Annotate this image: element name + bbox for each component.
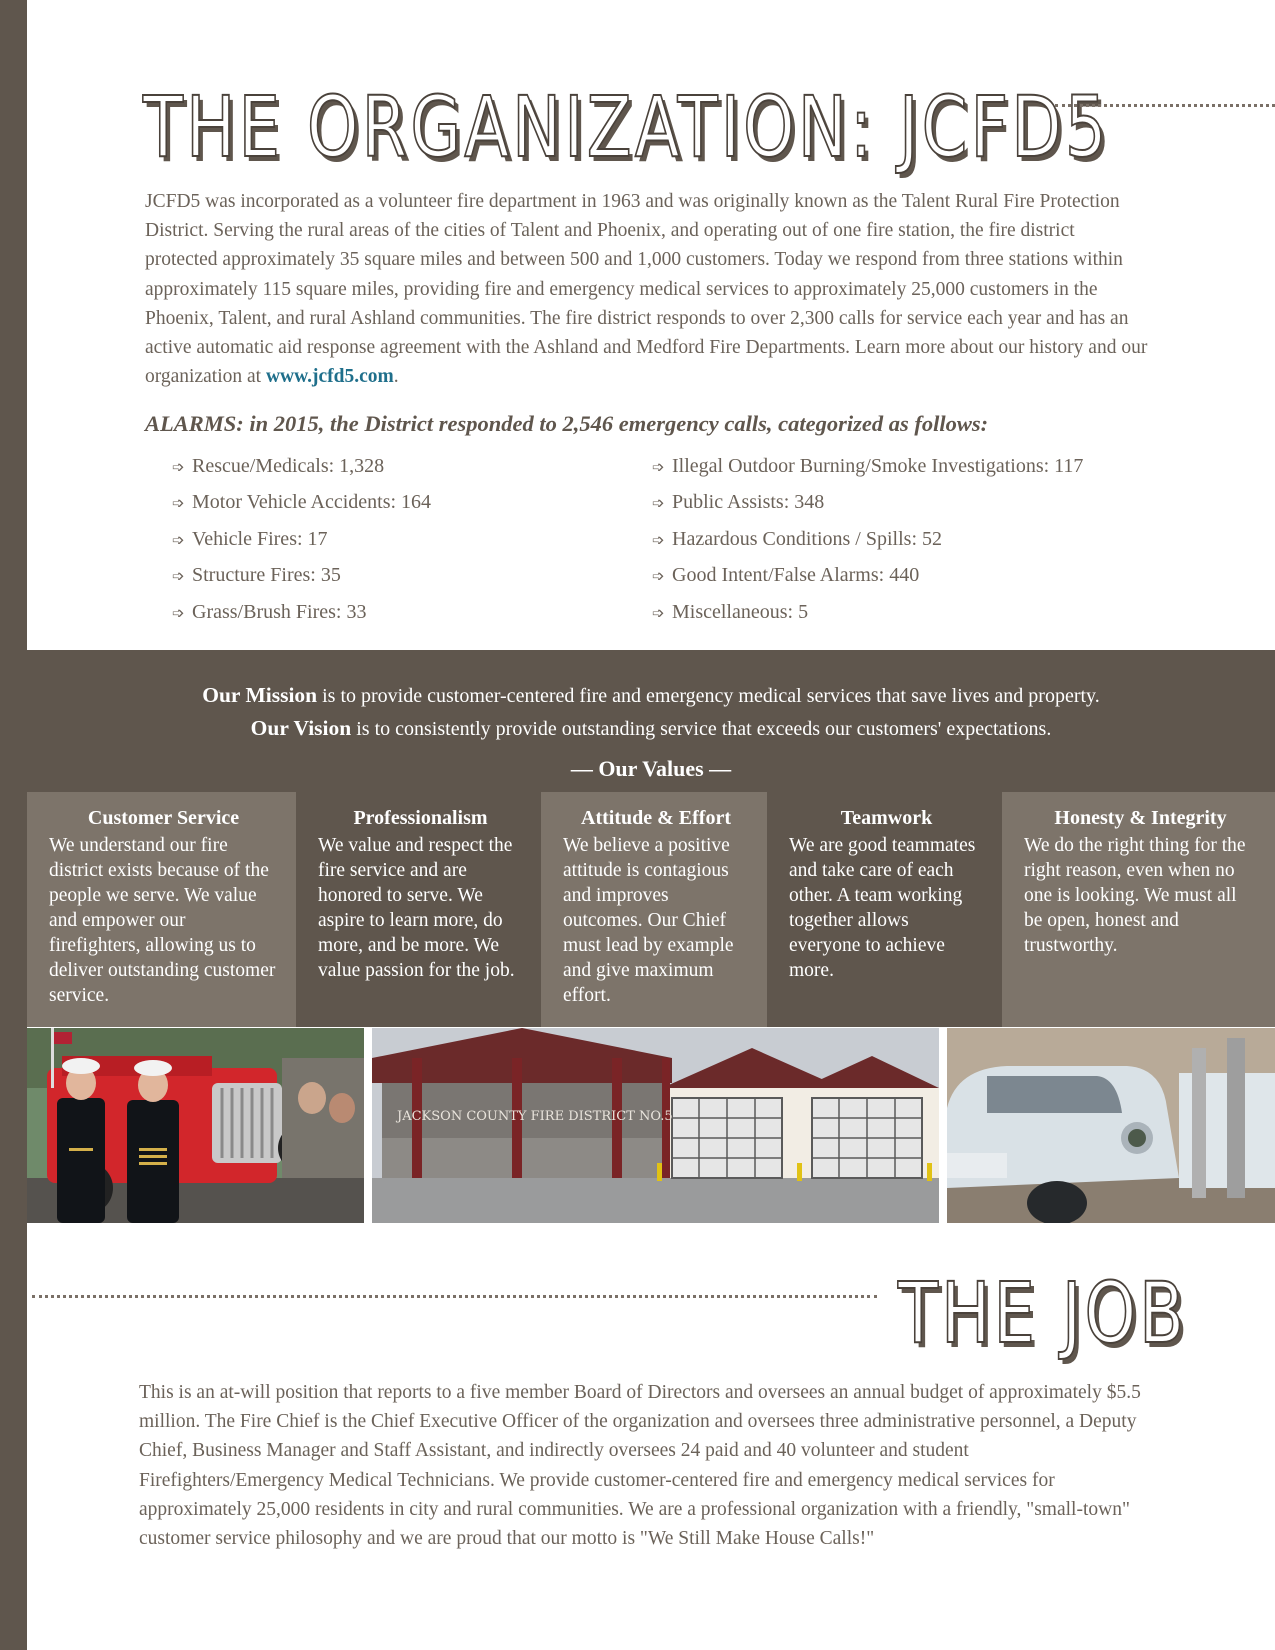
- mission-label: Our Mission: [202, 683, 318, 707]
- vision-statement: [27, 712, 1275, 745]
- value-attitude-effort: [541, 792, 767, 1027]
- arrow-icon: ➩: [172, 494, 185, 513]
- value-title: Professionalism: [353, 807, 488, 829]
- arrow-icon: ➩: [652, 603, 665, 622]
- arrow-icon: ➩: [652, 567, 665, 586]
- arrow-icon: ➩: [172, 458, 185, 476]
- values-heading: — Our Values —: [570, 756, 732, 781]
- value-professionalism: [296, 792, 541, 1027]
- list-item: [172, 485, 431, 521]
- alarm-item: Public Assists: 348: [672, 491, 825, 514]
- value-teamwork: [767, 792, 1002, 1027]
- alarm-item: Good Intent/False Alarms: 440: [672, 564, 920, 587]
- alarm-item: Hazardous Conditions / Spills: 52: [672, 527, 942, 550]
- alarm-item: Motor Vehicle Accidents: 164: [192, 491, 432, 514]
- mission-vision: [27, 679, 1275, 745]
- vintage-truck-image: [947, 1028, 1275, 1223]
- alarm-item: Grass/Brush Fires: 33: [192, 600, 367, 623]
- fire-station-image: [372, 1028, 939, 1223]
- mission-statement: [27, 679, 1275, 712]
- alarms-heading-text: in 2015, the District responded to 2,546 emergency calls, categorized as follows:: [249, 411, 989, 436]
- value-text: We are good teammates and take care of each other. A team working together allows everyone to achieve more.: [789, 835, 976, 981]
- organization-title: THE ORGANIZATION: JCFD5: [143, 78, 1110, 176]
- value-text: We do the right thing for the right reason, even when no one is looking. We must all be open, honest and trustworthy.: [1024, 835, 1246, 956]
- value-title: Teamwork: [840, 807, 933, 829]
- arrow-icon: ➩: [172, 603, 185, 622]
- list-item: [652, 595, 1083, 631]
- photo-fire-station: [372, 1028, 939, 1223]
- vision-label: Our Vision: [250, 716, 352, 740]
- firefighters-engine-image: [27, 1028, 364, 1223]
- photo-firefighters-engine: [27, 1028, 364, 1223]
- alarm-item: Illegal Outdoor Burning/Smoke Investigations: 117: [672, 455, 1084, 477]
- value-text: We value and respect the fire service and are honored to serve. We aspire to learn more, do more, and be more. We value passion for the job.: [318, 835, 515, 981]
- list-item: [172, 595, 431, 631]
- value-title: Attitude & Effort: [581, 807, 731, 829]
- value-text: We believe a positive attitude is contagious and improves outcomes. Our Chief must lead by example and give maximum effort.: [563, 835, 734, 1006]
- intro-text: JCFD5 was incorporated as a volunteer fire department in 1963 and was originally known as the Talent Rural Fire Protection District. Serving the rural areas of the cities of Talent and Phoenix, and operating out of one fire station, the fire district protected approximately 35 square miles and between 500 and 1,000 customers. Today we respond from three stations within approximately 115 square miles, providing fire and emergency medical services to approximately 25,000 customers in the Phoenix, Talent, and rural Ashland communities. The fire district responds to over 2,300 calls for service each year and has an active automatic aid response agreement with the Ashland and Medford Fire Departments. Learn more about our history and our organization at: [145, 191, 1148, 388]
- intro-period: .: [393, 366, 399, 388]
- alarms-label: ALARMS:: [145, 411, 244, 436]
- alarms-list-right: [652, 449, 1083, 631]
- list-item: [652, 449, 1083, 485]
- organization-intro: [145, 187, 1150, 391]
- job-description: This is an at-will position that reports to a five member Board of Directors and oversees an annual budget of approximately $5.5 million. The Fire Chief is the Chief Executive Officer of the organization and oversees three administrative personnel, a Deputy Chief, Business Manager and Staff Assistant, and indirectly oversees 24 paid and 40 volunteer and student Firefighters/Emergency Medical Technicians. We provide customer-centered fire and emergency medical services for approximately 25,000 residents in city and rural communities. We are a professional organization with a friendly, "small-town" customer service philosophy and we are proud that our motto is "We Still Make House Calls!": [139, 1382, 1141, 1550]
- list-item: [652, 522, 1083, 558]
- job-title: THE JOB: [898, 1264, 1188, 1362]
- value-title: Customer Service: [87, 807, 240, 829]
- value-title: Honesty & Integrity: [1054, 807, 1227, 829]
- arrow-icon: ➩: [172, 567, 185, 586]
- alarms-list-left: [172, 449, 431, 631]
- list-item: [652, 485, 1083, 521]
- alarm-item: Vehicle Fires: 17: [192, 527, 328, 550]
- value-honesty-integrity: [1002, 792, 1275, 1027]
- list-item: [172, 449, 431, 485]
- list-item: [652, 558, 1083, 594]
- station-sign: JACKSON COUNTY FIRE DISTRICT NO.5: [397, 1109, 673, 1124]
- arrow-icon: ➩: [652, 458, 665, 476]
- mission-text: is to provide customer-centered fire and emergency medical services that save lives and property.: [317, 685, 1100, 707]
- alarms-heading: [145, 411, 988, 437]
- alarm-item: Structure Fires: 35: [192, 564, 341, 587]
- list-item: [172, 558, 431, 594]
- value-customer-service: [27, 792, 296, 1027]
- left-accent-bar: [0, 0, 27, 1650]
- arrow-icon: ➩: [652, 530, 665, 549]
- alarm-item: Rescue/Medicals: 1,328: [192, 455, 385, 477]
- dotted-divider-job: [32, 1295, 877, 1298]
- alarm-item: Miscellaneous: 5: [672, 600, 809, 623]
- dotted-divider-top: [1055, 104, 1275, 107]
- photo-vintage-truck: [947, 1028, 1275, 1223]
- list-item: [172, 522, 431, 558]
- value-text: We understand our fire district exists because of the people we serve. We value and empower our firefighters, allowing us to deliver outstanding customer service.: [49, 835, 276, 1006]
- vision-text: is to consistently provide outstanding service that exceeds our customers' expectations.: [351, 718, 1052, 740]
- arrow-icon: ➩: [652, 494, 665, 513]
- website-link[interactable]: www.jcfd5.com: [265, 366, 394, 388]
- arrow-icon: ➩: [172, 530, 185, 549]
